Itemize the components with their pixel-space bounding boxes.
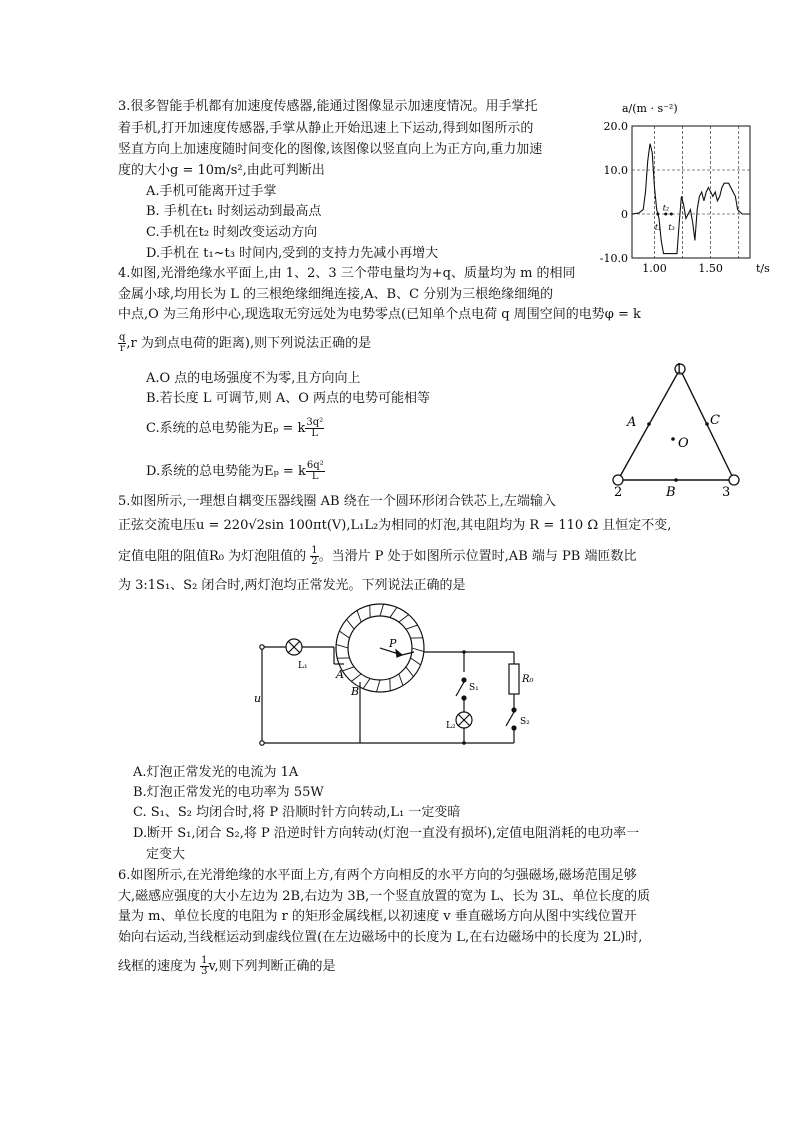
label-l1: L₁: [298, 661, 308, 671]
q6-line-4: 始向右运动,当线框运动到虚线位置(在左边磁场中的长度为 L,在右边磁场中的长度为 2L)时,: [118, 930, 643, 945]
label-o: O: [678, 436, 689, 451]
chart-xlabel: t/s: [756, 262, 770, 275]
ball-3: [729, 475, 739, 485]
frac-denominator: L: [311, 428, 319, 439]
chart-point-marker: [664, 213, 667, 216]
frac-numerator: 3q²: [306, 417, 324, 428]
label-1: 1: [675, 362, 684, 377]
frac-denominator: r: [119, 343, 125, 354]
q3-option-d: D.手机在 t₁~t₃ 时间内,受到的支持力先减小再增大: [146, 246, 439, 261]
chart-point-marker: [670, 213, 673, 216]
q5-option-d: D.断开 S₁,闭合 S₂,将 P 沿逆时针方向转动(灯泡一直没有损坏),定值电阻消耗的电功率一: [133, 826, 640, 841]
q3-option-a: A.手机可能离开过手掌: [146, 184, 277, 199]
frac-numerator: 6q²: [306, 460, 324, 471]
q5-line-3-tail: 。当滑片 P 处于如图所示位置时,AB 端与 PB 端匝数比: [318, 549, 637, 564]
label-s2: S₂: [520, 717, 530, 727]
midpoint-a: [647, 422, 651, 426]
winding-turn: [336, 644, 348, 648]
q4-line-1: 4.如图,光滑绝缘水平面上,由 1、2、3 三个带电量均为+q、质量均为 m 的相同: [118, 266, 576, 281]
q4-option-a: A.O 点的电场强度不为零,且方向向上: [146, 371, 361, 386]
winding-turn: [342, 667, 354, 671]
transformer-circuit: [252, 600, 542, 760]
q5-option-c: C. S₁、S₂ 均闭合时,将 P 沿顺时针方向转动,L₁ 一定变暗: [133, 805, 461, 820]
q5-fraction: [310, 546, 318, 567]
q6-line-1: 6.如图所示,在光滑绝缘的水平面上方,有两个方向相反的水平方向的匀强磁场,磁场范围足够: [118, 868, 637, 883]
label-s1: S₁: [469, 683, 479, 693]
chart-point-label: t₁: [654, 223, 662, 233]
q4-line-4-text: ,r 为到点电荷的距离),则下列说法正确的是: [126, 336, 372, 351]
label-c: C: [710, 413, 720, 428]
chart-ytick-label: 10.0: [603, 164, 628, 177]
chart-xtick-label: 1.50: [698, 262, 723, 275]
q4-option-d: [146, 461, 325, 482]
chart-series-line: [632, 144, 750, 254]
frac-denominator: 2: [311, 556, 318, 567]
q4-option-b: B.若长度 L 可调节,则 A、O 两点的电势可能相等: [146, 391, 431, 406]
chart-point-label: t₃: [668, 223, 675, 233]
q4-line-4: [118, 333, 371, 354]
winding-turn: [339, 631, 349, 638]
winding-turn: [406, 667, 414, 677]
label-b: B: [351, 685, 360, 698]
q3-option-b: B. 手机在t₁ 时刻运动到最高点: [146, 204, 322, 219]
frac-numerator: 1: [311, 545, 318, 556]
q4-line-2: 金属小球,均用长为 L 的三根绝缘细绳连接,A、B、C 分别为三根绝缘细绳的: [118, 287, 554, 302]
label-a: A: [627, 415, 637, 430]
q5-line-3-text: 定值电阻的阻值R₀ 为灯泡阻值的: [118, 549, 307, 564]
frac-numerator: 1: [201, 955, 208, 966]
chart-ytick-label: 20.0: [603, 120, 628, 133]
midpoint-c: [705, 422, 709, 426]
q6-line-5: [118, 956, 335, 977]
q6-line-2: 大,磁感应强度的大小左边为 2B,右边为 3B,一个竖直放置的宽为 L、长为 3L、单位长度的质: [118, 889, 651, 904]
midpoint-b: [674, 478, 678, 482]
winding-turn: [363, 678, 370, 688]
q4-option-d-fraction: [306, 461, 325, 482]
label-u: u: [254, 692, 262, 705]
q5-option-b: B.灯泡正常发光的电功率为 55W: [133, 785, 324, 800]
frac-denominator: 3: [201, 966, 208, 977]
ball-2: [613, 475, 623, 485]
q6-line-3: 量为 m、单位长度的电阻为 r 的矩形金属线框,以初速度 v 垂直磁场方向从图中实线位置开: [118, 909, 637, 924]
q5-option-d-cont: 定变大: [146, 847, 186, 862]
q3-line-2: 着手机,打开加速度传感器,手掌从静止开始迅速上下运动,得到如图所示的: [118, 121, 534, 136]
q4-option-d-text: D.系统的总电势能为Eₚ = k: [146, 464, 306, 479]
q3-line-4: 度的大小g = 10m/s²,由此可判断出: [118, 163, 325, 178]
q4-option-c-fraction: [305, 418, 324, 439]
chart-point-label: t₂: [662, 203, 670, 213]
q3-option-c: C.手机在t₂ 时刻改变运动方向: [146, 225, 318, 240]
chart-ytick-label: -10.0: [599, 252, 628, 265]
winding-turn: [399, 615, 409, 623]
q5-line-4: 为 3:1S₁、S₂ 闭合时,两灯泡均正常发光。下列说法正确的是: [118, 578, 466, 593]
chart-xtick-label: 1.00: [642, 262, 667, 275]
chart-ytick-label: 0: [621, 208, 628, 221]
label-b: B: [666, 485, 676, 500]
q6-fraction: [200, 956, 208, 977]
winding-turn: [412, 648, 424, 652]
winding-turn: [406, 625, 418, 629]
q4-line-3: 中点,O 为三角形中心,现选取无穷远处为电势零点(已知单个点电荷 q 周围空间的电势φ = k: [118, 307, 641, 322]
q5-line-3: [118, 546, 636, 567]
label-a: A: [336, 668, 344, 681]
q4-option-c: [146, 418, 324, 439]
q6-line-5-tail: v,则下列判断正确的是: [208, 959, 336, 974]
winding-turn: [347, 619, 355, 629]
q5-option-a: A.灯泡正常发光的电流为 1A: [133, 765, 299, 780]
winding-turn: [390, 607, 397, 617]
q3-line-1: 3.很多智能手机都有加速度传感器,能通过图像显示加速度情况。用手掌托: [118, 99, 538, 114]
winding-turn: [376, 680, 380, 692]
q3-line-3: 竖直方向上加速度随时间变化的图像,该图像以竖直向上为正方向,重力加速: [118, 142, 543, 157]
label-3: 3: [722, 485, 731, 500]
label-l2: L₂: [446, 721, 456, 731]
triangle-charge-diagram: [596, 356, 756, 502]
q4-option-c-text: C.系统的总电势能为Eₚ = k: [146, 421, 306, 436]
winding-turn: [410, 658, 420, 665]
acceleration-chart: [584, 98, 784, 278]
frac-denominator: L: [311, 471, 319, 482]
label-2: 2: [614, 485, 623, 500]
chart-point-marker: [656, 213, 659, 216]
q6-line-5-text: 线框的速度为: [118, 959, 197, 974]
winding-turn: [357, 610, 361, 622]
winding-turn: [351, 674, 361, 682]
winding-turn: [399, 674, 403, 686]
center-o: [671, 437, 675, 441]
q5-line-1: 5.如图所示,一理想自耦变压器线圈 AB 绕在一个圆环形闭合铁芯上,左端输入: [118, 494, 556, 509]
label-p: P: [389, 637, 397, 650]
label-r0: R₀: [522, 674, 534, 685]
q5-line-2: 正弦交流电压u = 220√2sin 100πt(V),L₁L₂为相同的灯泡,其电阻均为 R = 110 Ω 且恒定不变,: [118, 518, 672, 533]
winding-turn: [380, 604, 384, 616]
chart-ylabel: a/(m · s⁻²): [622, 102, 678, 115]
frac-numerator: q: [119, 332, 126, 343]
